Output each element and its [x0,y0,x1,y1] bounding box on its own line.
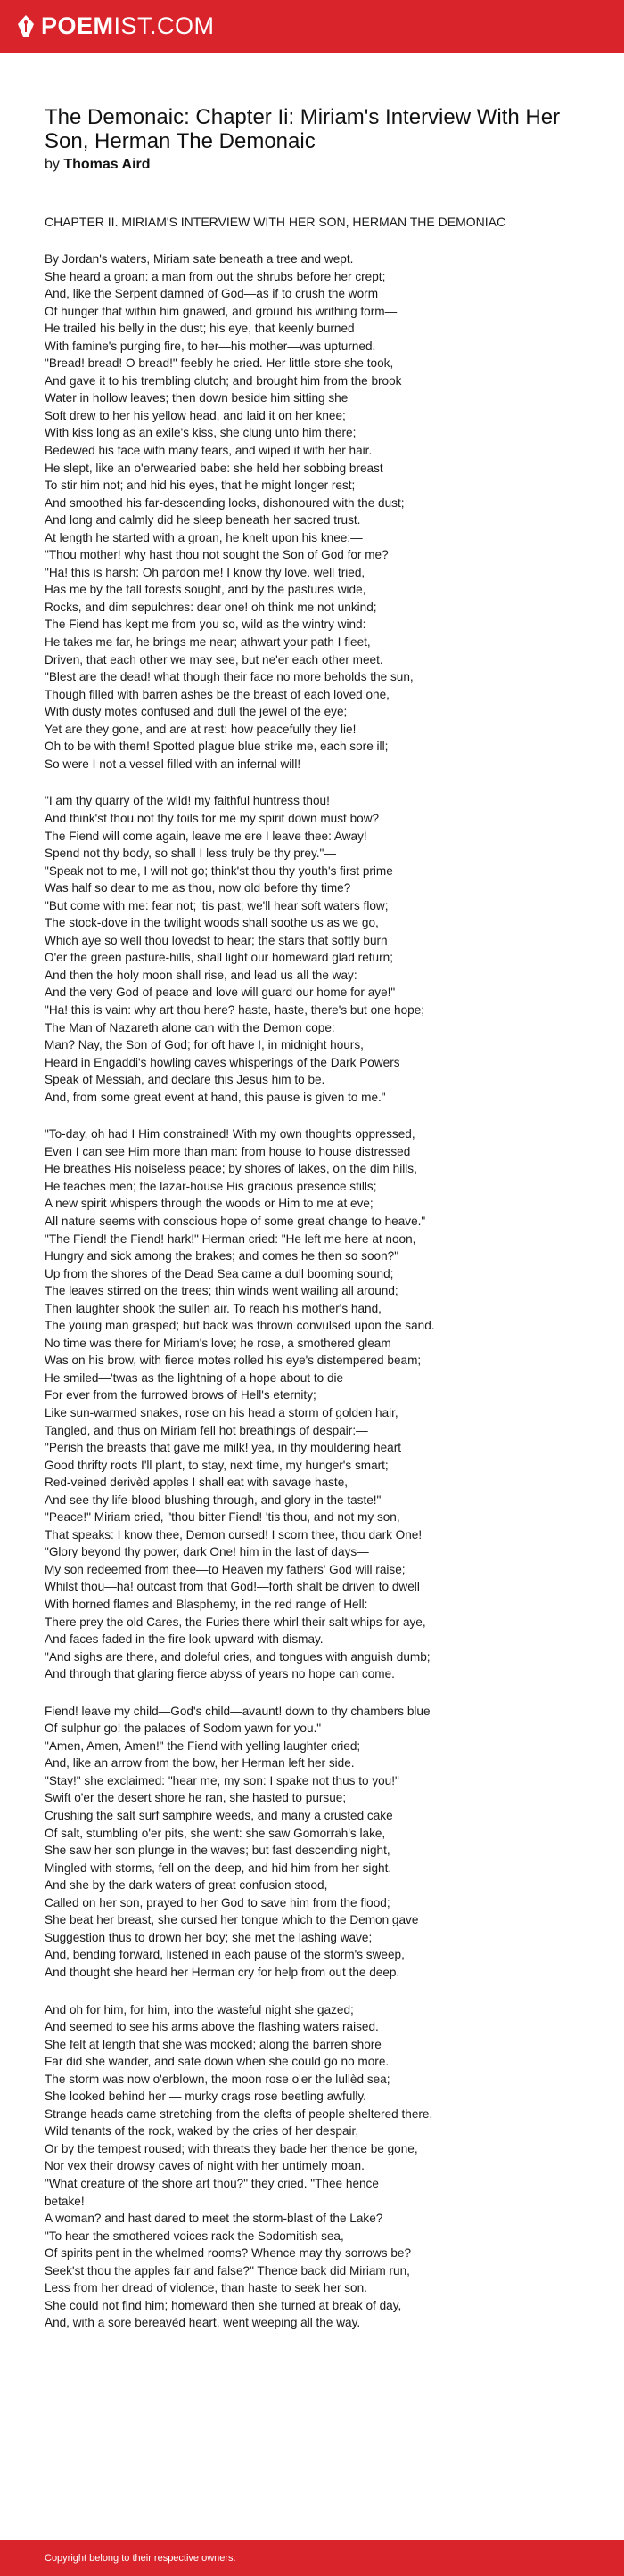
pen-nib-icon [16,14,36,37]
poem-line: The leaves stirred on the trees; thin winds went wailing all around; [45,1284,398,1298]
poem-body [45,250,597,2332]
poem-line: Of hunger that within him gnawed, and ground his writhing form— [45,304,398,318]
poem-line: Heard in Engaddi's howling caves whisperings of the Dark Powers [45,1055,400,1069]
poem-line: She looked behind her — murky crags rose beetling awfully. [45,2089,366,2104]
poem-line: "The Fiend! the Fiend! hark!" Herman cried: "He left me here at noon, [45,1231,416,1246]
poem-line: "And sighs are there, and doleful cries, and tongues with anguish dumb; [45,1649,431,1664]
poem-line: Then laughter shook the sullen air. To reach his mother's hand, [45,1301,382,1315]
poem-line: Wild tenants of the rock, waked by the cries of her despair, [45,2124,359,2138]
poem-line: And smoothed his far-descending locks, dishonoured with the dust; [45,495,405,510]
poem-line: He takes me far, he brings me near; athwart your path I fleet, [45,635,371,650]
poem-line: Suggestion thus to drown her boy; she met the lashing wave; [45,1930,373,1944]
poem-line: The Man of Nazareth alone can with the Demon cope: [45,1020,335,1034]
poem-stanza [45,250,597,773]
poem-line: betake! [45,2194,85,2208]
poem-line: "Ha! this is vain: why art thou here? haste, haste, there's but one hope; [45,1002,425,1017]
poem-line: Bedewed his face with many tears, and wiped it with her hair. [45,444,373,458]
poem-line: Strange heads came stretching from the clefts of people sheltered there, [45,2106,433,2121]
poem-line: Less from her dread of violence, than haste to seek her son. [45,2281,367,2295]
poem-line: At length he started with a groan, he knelt upon his knee:— [45,530,363,544]
poem-line: The Fiend has kept me from you so, wild as the wintry wind: [45,617,366,632]
byline-label: by [45,157,60,172]
poem-line: "Bread! bread! O bread!" feebly he cried. Her little store she took, [45,356,394,371]
poem-line: And faces faded in the fire look upward with dismay. [45,1632,324,1647]
poem-line: Fiend! leave my child—God's child—avaunt! down to thy chambers blue [45,1704,431,1718]
author-link[interactable]: Thomas Aird [63,157,151,172]
poem-line: "Blest are the dead! what though their face no more beholds the sun, [45,670,414,684]
poem-line: She heard a groan: a man from out the shrubs before her crept; [45,269,386,283]
poem-line: She beat her breast, she cursed her tongue which to the Demon gave [45,1913,419,1927]
poem-line: Nor vex their drowsy caves of night with her untimely moan. [45,2159,365,2173]
poem-line: A woman? and hast dared to meet the storm-blast of the Lake? [45,2212,383,2226]
poem-line: And thought she heard her Herman cry for help from out the deep. [45,1965,400,1979]
poem-line: Even I can see Him more than man: from house to house distressed [45,1144,411,1158]
poem-line: The Fiend will come again, leave me ere I leave thee: Away! [45,829,367,843]
poem-line: "But come with me: fear not; 'tis past; we'll hear soft waters flow; [45,898,389,912]
poem-line: Hungry and sick among the brakes; and comes he then so soon?" [45,1249,399,1263]
poem-line: My son redeemed from thee—to Heaven my fathers' God will raise; [45,1562,406,1576]
byline [45,156,597,174]
poem-line: And through that glaring fierce abyss of years no hope can come. [45,1667,395,1681]
poem-line: All nature seems with conscious hope of some great change to heave." [45,1214,426,1228]
poem-line: "Stay!" she exclaimed: "hear me, my son: I spake not thus to you!" [45,1773,399,1787]
poem-line: "Glory beyond thy power, dark One! him in the last of days— [45,1545,369,1559]
poem-line: Water in hollow leaves; then down beside him sitting she [45,391,349,405]
poem-line: And, bending forward, listened in each pause of the storm's sweep, [45,1948,405,1962]
poem-line: No time was there for Miriam's love; he rose, a smothered gleam [45,1336,391,1350]
site-logo-link[interactable] [16,12,215,39]
poem-line: Was on his brow, with fierce motes rolled his eye's distempered beam; [45,1353,422,1368]
poem-line: Though filled with barren ashes be the breast of each loved one, [45,687,390,701]
poem-line: Of sulphur go! the palaces of Sodom yawn for you." [45,1721,322,1736]
chapter-heading: CHAPTER II. MIRIAM'S INTERVIEW WITH HER SON, HERMAN THE DEMONIAC [45,215,506,229]
poem-line: Swift o'er the desert shore he ran, she hasted to pursue; [45,1791,347,1805]
poem-line: Spend not thy body, so shall I less truly be thy prey."— [45,846,336,861]
logo-light-text: IST.COM [113,12,215,39]
poem-line: Speak of Messiah, and declare this Jesus him to be. [45,1073,325,1087]
copyright-text: Copyright belong to their respective owners. [45,2553,236,2564]
poem-line: Has me by the tall forests sought, and by the pastures wide, [45,583,366,597]
poem-line: Rocks, and dim sepulchres: dear one! oh think me not unkind; [45,600,377,614]
poem-line: Of salt, stumbling o'er pits, she went: she saw Gomorrah's lake, [45,1826,386,1840]
poem-line: With kiss long as an exile's kiss, she clung unto him there; [45,426,357,440]
poem-line: With dusty motes confused and dull the jewel of the eye; [45,705,348,719]
poem-line: "Peace!" Miriam cried, "thou bitter Fiend! 'tis thou, and not my son, [45,1510,400,1525]
poem-line: Good thrifty roots I'll plant, to stay, next time, my hunger's smart; [45,1458,389,1472]
poem-line: The young man grasped; but back was thrown convulsed upon the sand. [45,1319,435,1333]
poem-stanza [45,792,597,1106]
poem-line: She could not find him; homeward then she turned at break of day, [45,2298,402,2312]
poem-line: And the very God of peace and love will guard our home for aye!" [45,985,396,1000]
poem-stanza [45,1703,597,1982]
poem-line: He smiled—'twas as the lightning of a hope about to die [45,1370,344,1385]
poem-line: That speaks: I know thee, Demon cursed! I scorn thee, thou dark One! [45,1527,423,1542]
poem-line: Was half so dear to me as thou, now old before thy time? [45,881,351,895]
poem-title: The Demonaic: Chapter Ii: Miriam's Interview With Her Son, Herman The Demonaic [45,105,561,153]
poem-line: For ever from the furrowed brows of Hell's eternity; [45,1388,316,1402]
poem-line: Red-veined derivèd apples I shall eat with savage haste, [45,1476,349,1490]
poem-line: And, with a sore bereavèd heart, went weeping all the way. [45,2316,361,2330]
poem-line: And then the holy moon shall rise, and lead us all the way: [45,968,357,982]
poem-line: Tangled, and thus on Miriam fell hot breathings of despair:— [45,1423,368,1437]
poem-line: "Amen, Amen, Amen!" the Fiend with yelling laughter cried; [45,1738,361,1753]
poem-line: And seemed to see his arms above the flashing waters raised. [45,2020,379,2034]
poem-line: The storm was now o'erblown, the moon rose o'er the lullèd sea; [45,2072,390,2086]
poem-line: He slept, like an o'erwearied babe: she held her sobbing breast [45,461,383,475]
poem-line: With horned flames and Blasphemy, in the red range of Hell: [45,1598,368,1612]
poem-line: O'er the green pasture-hills, shall light our homeward glad return; [45,951,393,965]
poem-line: He teaches men; the lazar-house His gracious presence stills; [45,1179,377,1193]
poem-line: There prey the old Cares, the Furies there whirl their salt whips for aye, [45,1615,426,1629]
poem-line: Oh to be with them! Spotted plague blue strike me, each sore ill; [45,740,389,754]
poem-line: And think'st thou not thy toils for me my spirit down must bow? [45,811,380,825]
poem-line: "To hear the smothered voices rack the Sodomitish sea, [45,2228,344,2243]
poem-line: By Jordan's waters, Miriam sate beneath a tree and wept. [45,252,354,266]
poem-line: Which aye so well thou lovedst to hear; the stars that softly burn [45,933,388,947]
poem-content [45,105,597,2332]
poem-line: With famine's purging fire, to her—his mother—was upturned. [45,339,376,353]
site-footer [0,2540,624,2576]
poem-line: Like sun-warmed snakes, rose on his head a storm of golden hair, [45,1406,398,1419]
poem-line: Man? Nay, the Son of God; for oft have I, in midnight hours, [45,1038,364,1052]
poem-line: And, like an arrow from the bow, her Herman left her side. [45,1756,355,1770]
poem-line: Soft drew to her his yellow head, and laid it on her knee; [45,408,346,422]
poem-line: "Thou mother! why hast thou not sought the Son of God for me? [45,548,389,562]
poem-line: Called on her son, prayed to her God to save him from the flood; [45,1895,390,1910]
poem-line: "Speak not to me, I will not go; think'st thou thy youth's first prime [45,863,393,878]
poem-line: "Perish the breasts that gave me milk! yea, in thy mouldering heart [45,1441,401,1455]
poem-line: Driven, that each other we may see, but ne'er each other meet. [45,652,383,666]
poem-line: Up from the shores of the Dead Sea came a dull booming sound; [45,1266,394,1280]
poem-line: Whilst thou—ha! outcast from that God!—forth shalt be driven to dwell [45,1580,420,1594]
logo-bold-text: POEM [41,12,114,39]
poem-line: He breathes His noiseless peace; by shores of lakes, on the dim hills, [45,1162,417,1176]
poem-line: To stir him not; and hid his eyes, that he might longer rest; [45,478,356,493]
poem-line: And see thy life-blood blushing through, and glory in the taste!"— [45,1492,393,1507]
poem-line: Far did she wander, and sate down when she could go no more. [45,2055,390,2069]
poem-line: Yet are they gone, and are at rest: how peacefully they lie! [45,722,357,736]
poem-line: She felt at length that she was mocked; along the barren shore [45,2037,382,2051]
poem-line: She saw her son plunge in the waves; but fast descending night, [45,1844,390,1858]
poem-stanza [45,2001,597,2332]
poem-line: A new spirit whispers through the woods or Him to me at eve; [45,1197,374,1211]
poem-line: And gave it to his trembling clutch; and brought him from the brook [45,373,402,388]
poem-stanza [45,1125,597,1683]
site-header [0,0,624,53]
poem-line: "What creature of the shore art thou?" they cried. "Thee hence [45,2176,379,2190]
poem-line: And, like the Serpent damned of God—as if to crush the worm [45,287,379,301]
poem-line: "Ha! this is harsh: Oh pardon me! I know thy love. well tried, [45,565,365,579]
poem-line: Or by the tempest roused; with threats they bade her thence be gone, [45,2141,418,2155]
poem-line: And, from some great event at hand, this pause is given to me." [45,1090,386,1104]
poem-line: Seek'st thou the apples fair and false?" Thence back did Miriam run, [45,2263,410,2278]
poem-line: And oh for him, for him, into the wasteful night she gazed; [45,2002,354,2016]
poem-line: He trailed his belly in the dust; his eye, that keenly burned [45,322,355,336]
poem-line: So were I not a vessel filled with an infernal will! [45,756,301,771]
poem-line: Of spirits pent in the whelmed rooms? Whence may thy sorrows be? [45,2246,412,2261]
poem-line: "I am thy quarry of the wild! my faithful huntress thou! [45,794,330,808]
poem-line: And long and calmly did he sleep beneath her sacred trust. [45,513,361,527]
poem-line: Crushing the salt surf samphire weeds, and many a crusted cake [45,1809,393,1823]
site-logo-text [41,12,215,39]
poem-line: The stock-dove in the twilight woods shall soothe us as we go, [45,916,379,930]
poem-line: "To-day, oh had I Him constrained! With my own thoughts oppressed, [45,1127,415,1141]
poem-line: And she by the dark waters of great confusion stood, [45,1878,328,1893]
poem-line: Mingled with storms, fell on the deep, and hid him from her sight. [45,1860,392,1875]
